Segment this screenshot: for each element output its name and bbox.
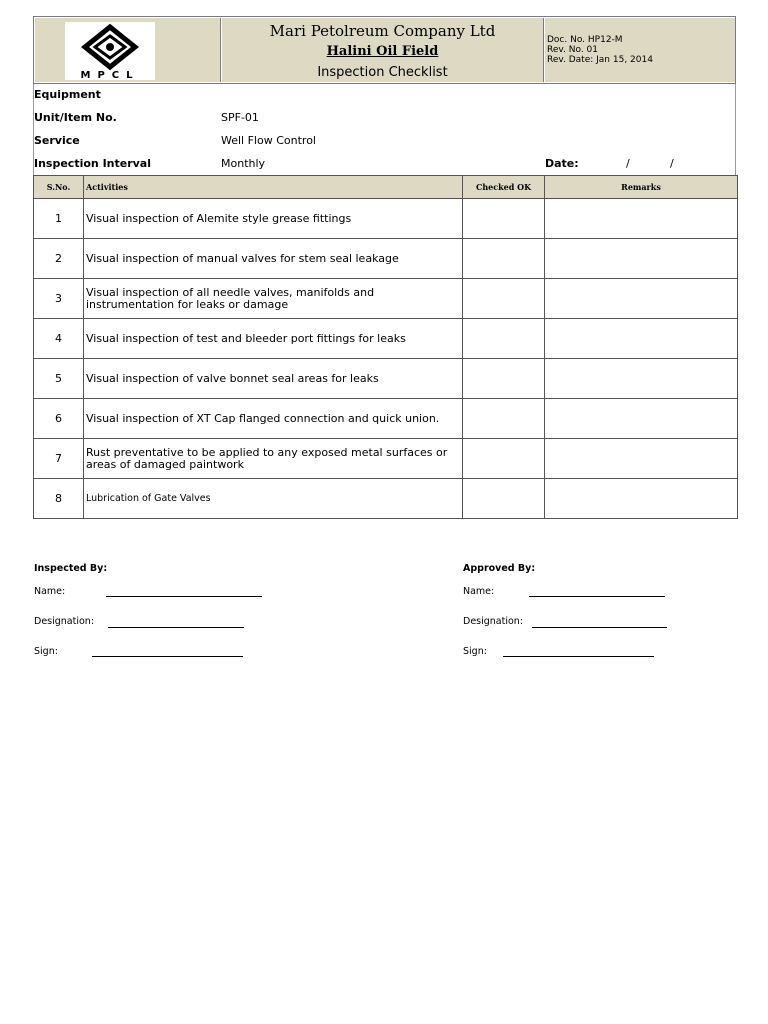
checklist-title: Inspection Checklist	[317, 65, 448, 80]
approver-sign-label: Sign:	[463, 646, 487, 657]
table-row	[34, 439, 738, 479]
rev-date: Rev. Date: Jan 15, 2014	[547, 55, 653, 65]
remarks-cell[interactable]	[545, 479, 738, 519]
inspector-designation-line[interactable]	[108, 627, 244, 628]
table-row	[34, 399, 738, 439]
remarks-cell[interactable]	[545, 239, 738, 279]
inspector-designation-label: Designation:	[34, 616, 95, 627]
row-number: 7	[34, 439, 84, 479]
service-value: Well Flow Control	[221, 134, 316, 147]
remarks-cell[interactable]	[545, 439, 738, 479]
activity-text: Visual inspection of XT Cap flanged connection and quick union.	[84, 399, 463, 439]
table-row	[34, 479, 738, 519]
checked-ok-cell[interactable]	[463, 399, 545, 439]
checked-ok-cell[interactable]	[463, 279, 545, 319]
svg-text:MPCL: MPCL	[80, 70, 140, 80]
checked-ok-cell[interactable]	[463, 439, 545, 479]
inspector-sign-label: Sign:	[34, 646, 58, 657]
activity-text: Visual inspection of all needle valves, manifolds and instrumentation for leaks or damage	[84, 279, 463, 319]
title-cell	[222, 18, 544, 82]
activity-text: Visual inspection of Alemite style grease fittings	[84, 199, 463, 239]
approver-designation-label: Designation:	[463, 616, 524, 627]
row-number: 2	[34, 239, 84, 279]
approved-by-heading: Approved By:	[463, 563, 536, 574]
row-number: 1	[34, 199, 84, 239]
activities-header: Activities	[84, 176, 463, 199]
activity-text: Rust preventative to be applied to any exposed metal surfaces or areas of damaged paintwork	[84, 439, 463, 479]
row-number: 8	[34, 479, 84, 519]
checked-ok-cell[interactable]	[463, 199, 545, 239]
approver-name-label: Name:	[463, 586, 495, 597]
activity-text: Visual inspection of manual valves for stem seal leakage	[84, 239, 463, 279]
approver-name-line[interactable]	[529, 596, 665, 597]
field-name: Halini Oil Field	[326, 44, 439, 59]
remarks-cell[interactable]	[545, 399, 738, 439]
activity-text: Visual inspection of test and bleeder port fittings for leaks	[84, 319, 463, 359]
table-header-row	[34, 176, 738, 199]
checked-header: Checked OK	[463, 176, 545, 199]
table-row	[34, 199, 738, 239]
approver-sign-line[interactable]	[503, 656, 654, 657]
approver-designation-line[interactable]	[532, 627, 667, 628]
table-row	[34, 359, 738, 399]
remarks-cell[interactable]	[545, 199, 738, 239]
document-header	[33, 16, 736, 84]
inspector-name-label: Name:	[34, 586, 66, 597]
row-number: 4	[34, 319, 84, 359]
inspector-sign-line[interactable]	[92, 656, 243, 657]
date-separator: /	[626, 157, 630, 170]
equipment-label: Equipment	[34, 88, 101, 101]
doc-info-cell	[545, 18, 735, 82]
inspected-by-heading: Inspected By:	[34, 563, 108, 574]
remarks-cell[interactable]	[545, 279, 738, 319]
inspector-name-line[interactable]	[106, 596, 262, 597]
logo-cell	[35, 18, 221, 82]
row-number: 5	[34, 359, 84, 399]
rev-number: Rev. No. 01	[547, 45, 598, 55]
checked-ok-cell[interactable]	[463, 239, 545, 279]
checked-ok-cell[interactable]	[463, 319, 545, 359]
date-separator: /	[670, 157, 674, 170]
table-row	[34, 319, 738, 359]
table-row	[34, 239, 738, 279]
doc-number: Doc. No. HP12-M	[547, 35, 623, 45]
remarks-header: Remarks	[545, 176, 738, 199]
mpcl-logo	[65, 22, 155, 80]
sno-header: S.No.	[34, 176, 84, 199]
unit-label: Unit/Item No.	[34, 111, 117, 124]
company-name: Mari Petolreum Company Ltd	[269, 22, 496, 40]
remarks-cell[interactable]	[545, 359, 738, 399]
row-number: 6	[34, 399, 84, 439]
checked-ok-cell[interactable]	[463, 359, 545, 399]
service-label: Service	[34, 134, 80, 147]
date-label: Date:	[545, 157, 579, 170]
activity-text: Visual inspection of valve bonnet seal areas for leaks	[84, 359, 463, 399]
checklist-table	[33, 175, 738, 519]
interval-value: Monthly	[221, 157, 266, 170]
checked-ok-cell[interactable]	[463, 479, 545, 519]
unit-value: SPF-01	[221, 111, 259, 124]
row-number: 3	[34, 279, 84, 319]
table-row	[34, 279, 738, 319]
remarks-cell[interactable]	[545, 319, 738, 359]
interval-label: Inspection Interval	[34, 157, 152, 170]
activity-text: Lubrication of Gate Valves	[84, 479, 463, 519]
